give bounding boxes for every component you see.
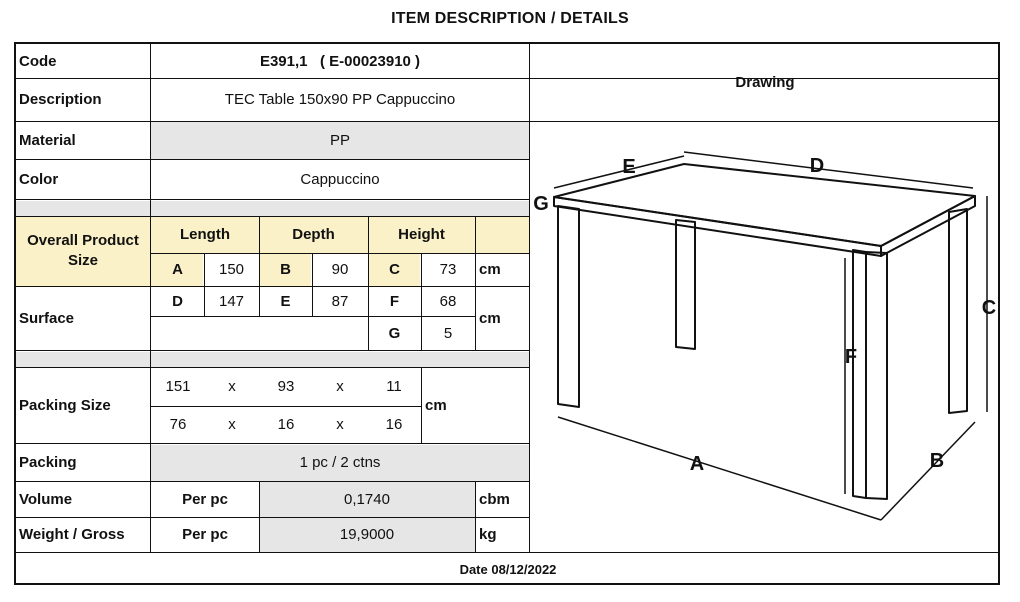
header-height: Height <box>398 226 445 243</box>
pack1-x2: x <box>336 378 344 395</box>
spacer-band <box>16 352 529 367</box>
drawing-label-c: C <box>981 297 997 319</box>
volume-unit: cbm <box>479 490 510 508</box>
drawing-label-g: G <box>533 193 549 215</box>
surface-value-d: 147 <box>218 292 245 310</box>
surface-value-f: 68 <box>439 292 457 310</box>
dim-line-a <box>558 417 881 520</box>
description-value: TEC Table 150x90 PP Cappuccino <box>224 91 456 108</box>
label-code: Code <box>19 52 57 70</box>
surface-letter-f: F <box>389 292 400 310</box>
dim-letter-c: C <box>389 261 400 278</box>
drawing-label-b: B <box>929 450 945 472</box>
pack2-a: 76 <box>169 416 187 433</box>
label-description: Description <box>19 91 102 108</box>
pack1-c: 11 <box>386 378 402 395</box>
weight-unit: kg <box>479 526 497 543</box>
header-length: Length <box>180 226 230 243</box>
dim-value-c: 73 <box>439 261 457 278</box>
dim-line-e <box>554 156 684 188</box>
drawing-label-d: D <box>809 155 825 177</box>
drawing-heading: Drawing <box>735 74 795 91</box>
surface-value-g: 5 <box>443 324 453 342</box>
surface-letter-g: G <box>388 324 401 342</box>
dim-letter-a: A <box>172 261 183 278</box>
dim-value-a: 150 <box>218 261 245 278</box>
pack1-x1: x <box>228 378 236 395</box>
table-outline <box>554 164 975 499</box>
dim-line-d <box>684 152 973 188</box>
table-drawing <box>529 122 999 522</box>
label-packing: Packing <box>19 453 77 471</box>
pack2-c: 16 <box>385 416 403 433</box>
code-value: E391,1 ( E-00023910 ) <box>259 52 421 70</box>
volume-value: 0,1740 <box>344 490 390 508</box>
material-value: PP <box>329 131 350 149</box>
surface-letter-e: E <box>280 292 291 310</box>
row-divider <box>16 350 529 351</box>
leg-back-right <box>949 209 967 413</box>
packing-size-unit: cm <box>425 396 447 414</box>
surface-unit: cm <box>479 309 501 327</box>
dim-line-b <box>881 422 975 520</box>
volume-per: Per pc <box>182 490 228 508</box>
label-surface: Surface <box>19 309 75 327</box>
dim-value-b: 90 <box>331 261 349 278</box>
leg-front-left <box>558 206 579 407</box>
pack2-b: 16 <box>277 416 295 433</box>
spacer-band <box>16 201 529 216</box>
label-material: Material <box>19 131 76 149</box>
surface-value-e: 87 <box>331 292 349 310</box>
label-volume: Volume <box>19 490 73 508</box>
drawing-label-e: E <box>622 156 636 178</box>
leg-front-right-side <box>866 252 887 499</box>
row-divider <box>16 199 529 200</box>
tabletop-right-edge <box>881 196 975 256</box>
label-packing-size: Packing Size <box>19 396 111 414</box>
header-depth: Depth <box>292 226 335 243</box>
label-overall-size: Overall Product Size <box>27 232 139 269</box>
overall-unit: cm <box>479 261 501 278</box>
pack2-x1: x <box>228 416 236 433</box>
pack1-b: 93 <box>277 378 295 395</box>
tabletop-top-face <box>554 164 975 246</box>
dim-letter-b: B <box>280 261 291 278</box>
surface-letter-d: D <box>172 292 183 310</box>
pack1-a: 151 <box>165 378 191 395</box>
date-footer: Date 08/12/2022 <box>459 561 557 577</box>
weight-value: 19,9000 <box>339 526 395 543</box>
weight-per: Per pc <box>182 526 228 543</box>
packing-value: 1 pc / 2 ctns <box>299 453 381 471</box>
color-value: Cappuccino <box>300 170 380 188</box>
leg-front-right <box>853 250 866 498</box>
label-weight: Weight / Gross <box>19 526 125 543</box>
drawing-label-f: F <box>844 346 858 368</box>
leg-back-left <box>676 220 695 349</box>
pack2-x2: x <box>336 416 344 433</box>
label-color: Color <box>19 170 59 188</box>
drawing-label-a: A <box>689 453 705 475</box>
page-title: ITEM DESCRIPTION / DETAILS <box>391 10 629 27</box>
tabletop-front-edge <box>554 197 881 256</box>
